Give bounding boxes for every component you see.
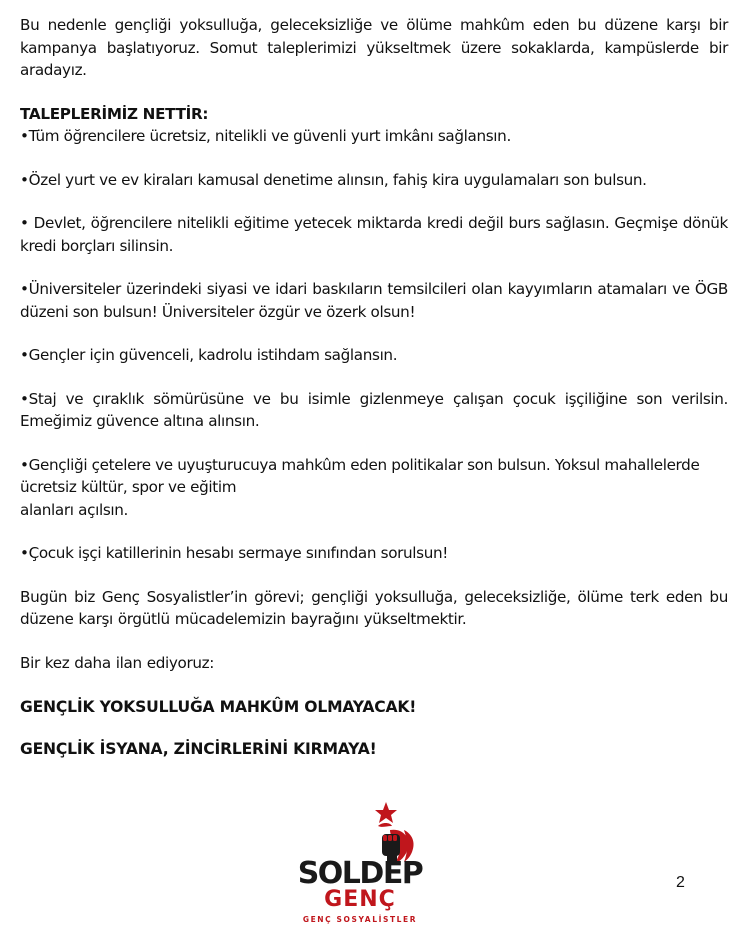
demand-item: •Tüm öğrencilere ücretsiz, nitelikli ve güvenli yurt imkânı sağlansın. bbox=[20, 127, 511, 145]
slogan-one: GENÇLİK YOKSULLUĞA MAHKÛM OLMAYACAK! bbox=[20, 698, 417, 716]
demand-item: •Gençler için güvenceli, kadrolu istihdam sağlansın. bbox=[20, 346, 398, 364]
slogan-two: GENÇLİK İSYANA, ZİNCİRLERİNİ KIRMAYA! bbox=[20, 740, 377, 758]
demand-item: • Devlet, öğrencilere nitelikli eğitime yetecek miktarda kredi değil burs sağlasın. Geçmişe dönük kredi borçları silinsin. bbox=[20, 214, 728, 255]
logo-wordmark: SOLDEP bbox=[297, 856, 423, 891]
intro-paragraph: Bu nedenle gençliği yoksulluğa, geleceksizliğe ve ölüme mahkûm eden bu düzene karşı bir kampanya başlatıyoruz. Somut taleplerimizi yükseltmek üzere sokaklarda, kampüslerde bir aradayız. bbox=[20, 16, 728, 79]
demand-item: •Üniversiteler üzerindeki siyasi ve idari baskıların temsilcileri olan kayyımların atamaları ve ÖGB düzeni son bulsun! Üniversiteler özgür ve özerk olsun! bbox=[20, 280, 728, 321]
demand-item: •Özel yurt ve ev kiraları kamusal denetime alınsın, fahiş kira uygulamaları son bulsun. bbox=[20, 170, 647, 189]
closing-paragraph: Bugün biz Genç Sosyalistler’in görevi; gençliği yoksulluğa, geleceksizliğe, ölüme terk eden bu düzene karşı örgütlü mücadelemizin bayrağını yükseltmektir. bbox=[20, 587, 728, 628]
announce-line: Bir kez daha ilan ediyoruz: bbox=[20, 653, 215, 672]
soldep-genc-logo bbox=[290, 800, 430, 930]
demand-item: •Çocuk işçi katillerinin hesabı sermaye sınıfından sorulsun! bbox=[20, 544, 449, 562]
document-page bbox=[20, 14, 728, 761]
page-number: 2 bbox=[676, 874, 685, 891]
demand-item-continuation: alanları açılsın. bbox=[20, 500, 129, 519]
demands-heading: TALEPLERİMİZ NETTİR: bbox=[20, 104, 209, 123]
red-star-icon bbox=[375, 802, 397, 823]
demand-item-text: •Gençliği çetelere ve uyuşturucuya mahkûm eden politikalar son bulsun. Yoksul mahallelerde ücretsiz kültür, spor ve eğitim bbox=[20, 455, 700, 496]
logo-tagline: GENÇ SOSYALİSTLER bbox=[302, 915, 418, 924]
demand-item bbox=[20, 454, 728, 522]
logo-subtitle: GENÇ bbox=[324, 887, 396, 912]
demand-item: •Staj ve çıraklık sömürüsüne ve bu isimle gizlenmeye çalışan çocuk işçiliğine son verilsin. Emeğimiz güvence altına alınsın. bbox=[20, 389, 728, 430]
